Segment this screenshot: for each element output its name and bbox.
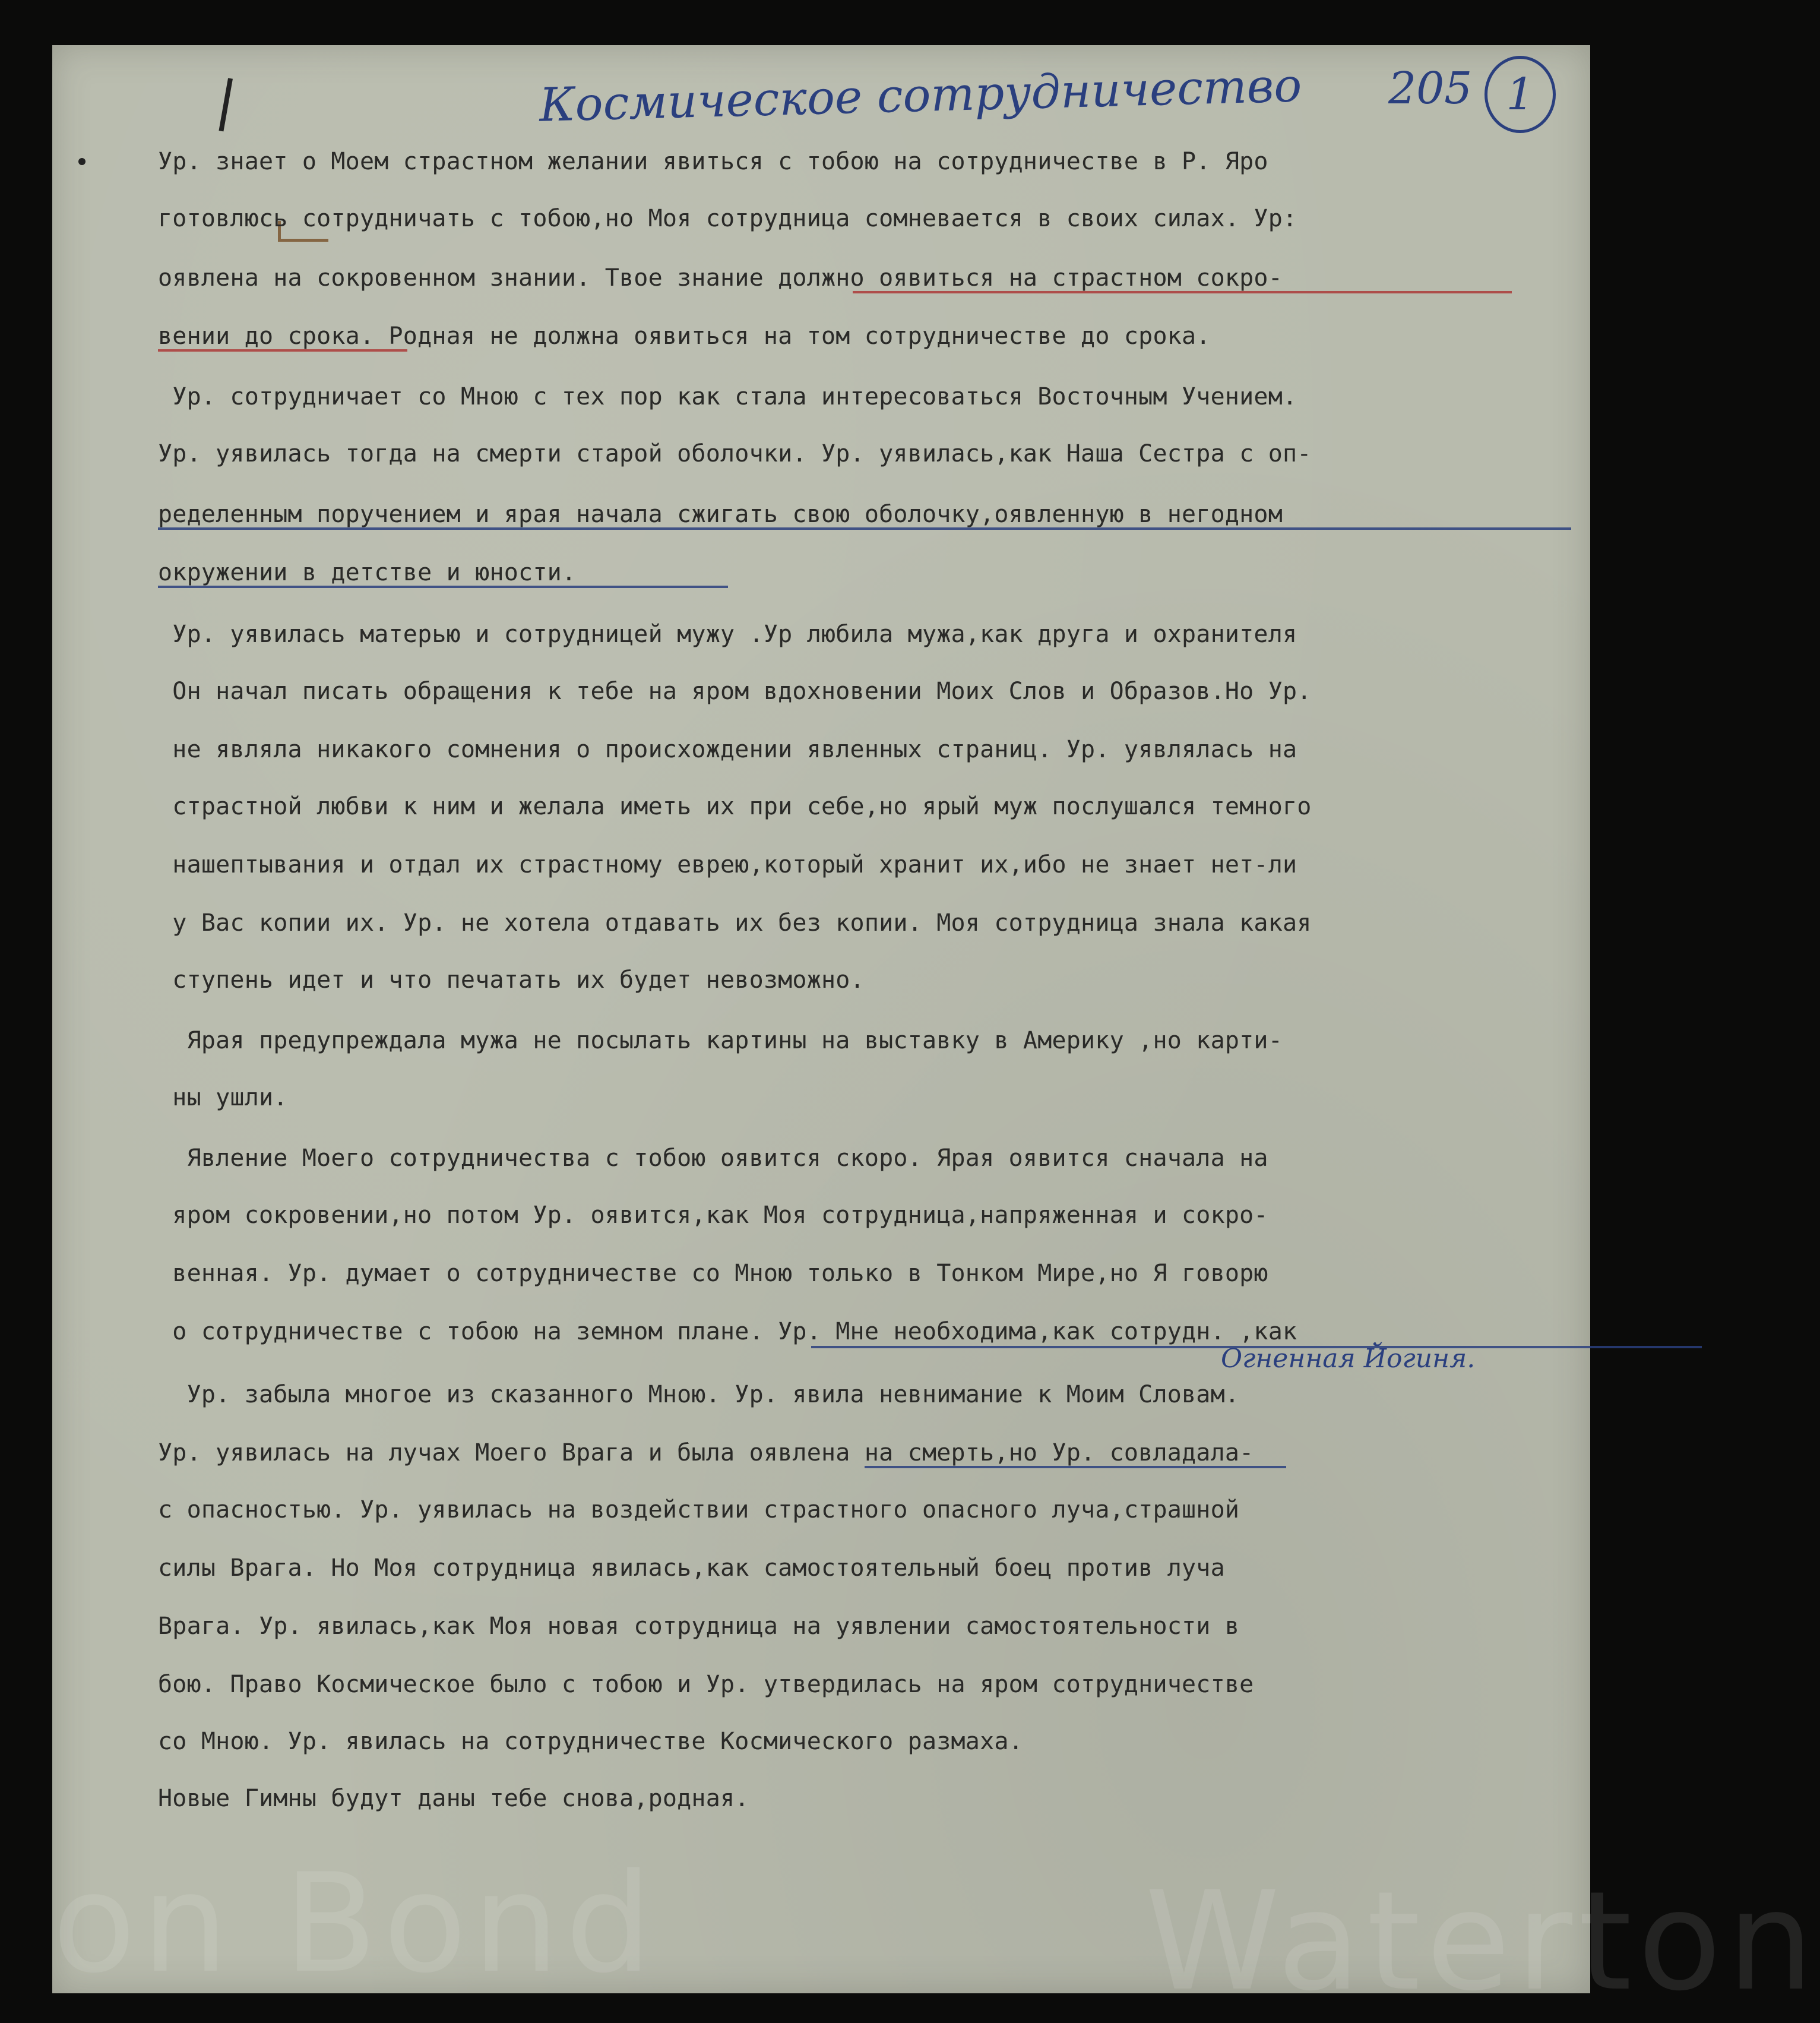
watermark-right: Waterton [1145,1863,1820,2021]
text-line-5: Ур. сотрудничает со Мною с тех пор как стала интересоваться Восточным Учением. [158,383,1297,410]
watermark-left: on Bond [52,1845,658,2003]
text-line-16: Ярая предупреждала мужа не посылать картины на выставку в Америку ,но карти- [158,1027,1283,1054]
circled-page-number [1485,56,1556,133]
text-line-27: бою. Право Космическое было с тобою и Ур. утвердилась на яром сотрудничестве [158,1671,1254,1698]
document-sheet [52,45,1820,2021]
text-line-8: окружении в детстве и юности. [158,559,577,586]
text-line-11: не являла никакого сомнения о происхождении явленных страниц. Ур. уявлялась на [158,736,1297,763]
text-line-22: Ур. забыла многое из сказанного Мною. Ур. явила невнимание к Моим Словам. [158,1381,1240,1408]
text-line-15: ступень идет и что печатать их будет невозможно. [158,966,865,994]
ink-dot [78,158,86,165]
text-line-28: со Мною. Ур. явилась на сотрудничестве Космического размаха. [158,1728,1023,1755]
folio-number: 205 [1388,63,1473,114]
text-line-12: страстной любви к ним и желала иметь их при себе,но ярый муж послушался темного [158,793,1312,820]
circled-number-text: 1 [1506,69,1534,120]
text-line-6: Ур. уявилась тогда на смерти старой оболочки. Ур. уявилась,как Наша Сестра с оп- [158,440,1312,467]
text-line-14: у Вас копии их. Ур. не хотела отдавать их без копии. Моя сотрудница знала какая [158,909,1312,937]
text-line-29: Новые Гимны будут даны тебе снова,родная. [158,1785,749,1812]
handwritten-title: Космическое сотрудничество [539,59,1303,132]
text-line-7: ределенным поручением и ярая начала сжигать свою оболочку,оявленную в негодном [158,501,1283,528]
text-line-25: силы Врага. Но Моя сотрудница явилась,как самостоятельный боец против луча [158,1554,1225,1582]
blue-underline-3 [811,1346,1702,1348]
text-line-2: готовлюсь сотрудничать с тобою,но Моя сотрудница сомневается в своих силах. Ур: [158,205,1297,232]
pencil-mark [219,78,250,134]
text-line-3: оявлена на сокровенном знании. Твое знание должно оявиться на страстном сокро- [158,264,1283,292]
text-line-26: Врага. Ур. явилась,как Моя новая сотрудница на уявлении самостоятельности в [158,1613,1240,1640]
text-line-19: яром сокровении,но потом Ур. оявится,как Моя сотрудница,напряженная и сокро- [158,1202,1268,1229]
text-line-21: о сотрудничестве с тобою на земном плане. Ур. Мне необходима,как сотрудн. ,как [158,1318,1297,1345]
blue-underline-4 [865,1466,1286,1468]
text-line-20: венная. Ур. думает о сотрудничестве со Мною только в Тонком Мире,но Я говорю [158,1260,1268,1287]
text-line-1: Ур. знает о Моем страстном желании явиться с тобою на сотрудничестве в Р. Яро [158,148,1268,175]
red-underline-1 [853,291,1512,293]
text-line-18: Явление Моего сотрудничества с тобою оявится скоро. Ярая оявится сначала на [158,1145,1268,1172]
blue-underline-1 [158,527,1571,530]
handwritten-insert: Огненная Йогиня. [1221,1344,1476,1374]
text-line-10: Он начал писать обращения к тебе на яром вдохновении Моих Слов и Образов.Но Ур. [158,678,1312,705]
text-line-4: вении до срока. Родная не должна оявиться на том сотрудничестве до срока. [158,323,1211,350]
text-line-9: Ур. уявилась матерью и сотрудницей мужу .Ур любила мужа,как друга и охранителя [158,621,1297,648]
text-line-17: ны ушли. [158,1084,288,1111]
text-line-23: Ур. уявилась на лучах Моего Врага и была оявлена на смерть,но Ур. совладала- [158,1439,1254,1466]
text-line-24: с опасностью. Ур. уявилась на воздействии страстного опасного луча,страшной [158,1496,1240,1523]
red-underline-2 [158,349,407,352]
blue-underline-2 [158,586,728,588]
text-line-13: нашептывания и отдал их страстному еврею,который хранит их,ибо не знает нет-ли [158,851,1297,878]
